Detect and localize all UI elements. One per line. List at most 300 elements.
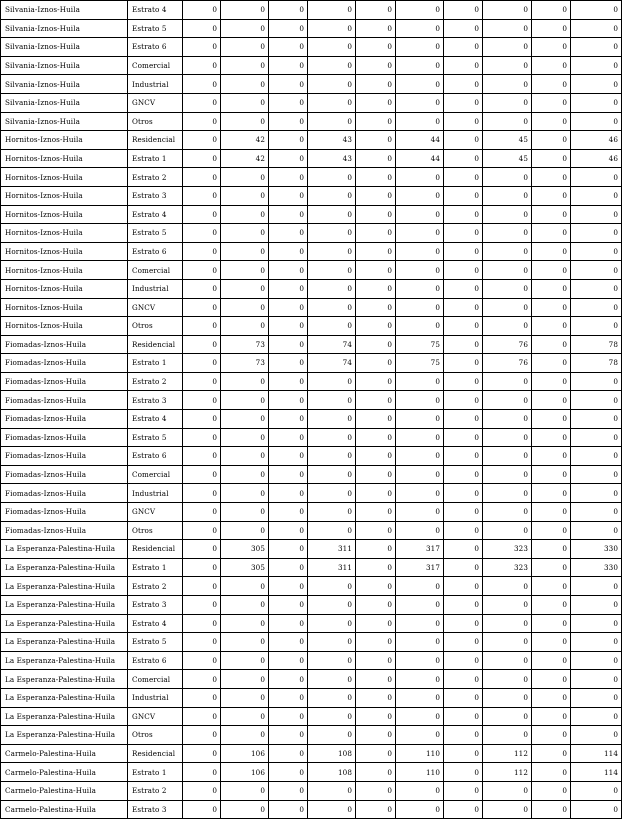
cell-v4: 0	[308, 205, 356, 224]
cell-v10: 0	[571, 372, 622, 391]
cell-v5: 0	[356, 131, 396, 150]
cell-v2: 0	[221, 317, 269, 336]
cell-v6: 0	[396, 205, 444, 224]
cell-v5: 0	[356, 763, 396, 782]
cell-v1: 0	[183, 391, 221, 410]
cell-v5: 0	[356, 168, 396, 187]
cell-v10: 0	[571, 317, 622, 336]
cell-v10: 0	[571, 298, 622, 317]
cell-location: Fiomadas-Iznos-Huila	[1, 503, 128, 522]
cell-v8: 76	[483, 335, 532, 354]
cell-v5: 0	[356, 112, 396, 131]
cell-location: La Esperanza-Palestina-Huila	[1, 614, 128, 633]
table-row	[1, 688, 622, 707]
cell-v4: 0	[308, 224, 356, 243]
cell-v10: 0	[571, 688, 622, 707]
cell-v8: 0	[483, 372, 532, 391]
cell-v10: 0	[571, 75, 622, 94]
cell-location: Fiomadas-Iznos-Huila	[1, 410, 128, 429]
cell-location: La Esperanza-Palestina-Huila	[1, 651, 128, 670]
cell-location: Silvania-Iznos-Huila	[1, 93, 128, 112]
cell-category: Estrato 2	[128, 577, 183, 596]
cell-v5: 0	[356, 261, 396, 280]
cell-v2: 73	[221, 354, 269, 373]
cell-v8: 0	[483, 93, 532, 112]
cell-v5: 0	[356, 75, 396, 94]
cell-v8: 0	[483, 186, 532, 205]
cell-v5: 0	[356, 707, 396, 726]
cell-v8: 45	[483, 149, 532, 168]
cell-v10: 330	[571, 558, 622, 577]
cell-v2: 0	[221, 428, 269, 447]
cell-v1: 0	[183, 224, 221, 243]
cell-v10: 0	[571, 56, 622, 75]
cell-v2: 0	[221, 726, 269, 745]
cell-v4: 0	[308, 707, 356, 726]
cell-v3: 0	[269, 93, 308, 112]
cell-v10: 0	[571, 707, 622, 726]
cell-v10: 0	[571, 521, 622, 540]
cell-location: Hornitos-Iznos-Huila	[1, 186, 128, 205]
table-row	[1, 354, 622, 373]
cell-v7: 0	[444, 56, 483, 75]
cell-location: Hornitos-Iznos-Huila	[1, 298, 128, 317]
cell-v1: 0	[183, 447, 221, 466]
table-row	[1, 1, 622, 20]
cell-category: Estrato 4	[128, 1, 183, 20]
cell-v3: 0	[269, 131, 308, 150]
cell-v2: 106	[221, 763, 269, 782]
cell-v6: 44	[396, 131, 444, 150]
cell-category: Estrato 4	[128, 410, 183, 429]
cell-v6: 0	[396, 577, 444, 596]
cell-v5: 0	[356, 242, 396, 261]
cell-v9: 0	[532, 614, 571, 633]
cell-v6: 0	[396, 633, 444, 652]
cell-v5: 0	[356, 1, 396, 20]
cell-v2: 0	[221, 781, 269, 800]
cell-v9: 0	[532, 781, 571, 800]
table-row	[1, 447, 622, 466]
cell-v2: 305	[221, 540, 269, 559]
cell-location: La Esperanza-Palestina-Huila	[1, 577, 128, 596]
table-row	[1, 484, 622, 503]
cell-v3: 0	[269, 614, 308, 633]
cell-v5: 0	[356, 298, 396, 317]
cell-v5: 0	[356, 205, 396, 224]
cell-v1: 0	[183, 707, 221, 726]
cell-category: Estrato 1	[128, 763, 183, 782]
cell-v4: 43	[308, 131, 356, 150]
cell-v7: 0	[444, 279, 483, 298]
cell-v7: 0	[444, 391, 483, 410]
cell-v1: 0	[183, 781, 221, 800]
cell-v8: 0	[483, 484, 532, 503]
cell-category: Industrial	[128, 484, 183, 503]
cell-v7: 0	[444, 465, 483, 484]
cell-location: Carmelo-Palestina-Huila	[1, 744, 128, 763]
cell-v6: 0	[396, 800, 444, 819]
cell-v1: 0	[183, 93, 221, 112]
cell-v8: 0	[483, 261, 532, 280]
cell-v6: 0	[396, 112, 444, 131]
table-row	[1, 56, 622, 75]
cell-v7: 0	[444, 484, 483, 503]
cell-v7: 0	[444, 372, 483, 391]
cell-v1: 0	[183, 168, 221, 187]
cell-v3: 0	[269, 354, 308, 373]
cell-v1: 0	[183, 744, 221, 763]
cell-v4: 108	[308, 744, 356, 763]
table-row	[1, 168, 622, 187]
cell-v7: 0	[444, 112, 483, 131]
cell-v9: 0	[532, 596, 571, 615]
cell-v10: 0	[571, 428, 622, 447]
cell-v9: 0	[532, 354, 571, 373]
cell-v10: 0	[571, 651, 622, 670]
cell-v7: 0	[444, 521, 483, 540]
cell-v10: 46	[571, 149, 622, 168]
cell-v1: 0	[183, 428, 221, 447]
table-row	[1, 391, 622, 410]
cell-v9: 0	[532, 149, 571, 168]
cell-v8: 0	[483, 38, 532, 57]
cell-v8: 0	[483, 633, 532, 652]
cell-v3: 0	[269, 391, 308, 410]
cell-v6: 0	[396, 372, 444, 391]
cell-v2: 0	[221, 242, 269, 261]
cell-v7: 0	[444, 596, 483, 615]
cell-v7: 0	[444, 707, 483, 726]
cell-v8: 112	[483, 763, 532, 782]
cell-v10: 330	[571, 540, 622, 559]
cell-v8: 0	[483, 242, 532, 261]
table-row	[1, 651, 622, 670]
cell-v3: 0	[269, 744, 308, 763]
cell-v9: 0	[532, 261, 571, 280]
cell-v1: 0	[183, 186, 221, 205]
cell-v1: 0	[183, 372, 221, 391]
cell-v9: 0	[532, 540, 571, 559]
cell-v8: 0	[483, 688, 532, 707]
cell-v5: 0	[356, 503, 396, 522]
cell-category: Estrato 3	[128, 800, 183, 819]
cell-v8: 0	[483, 279, 532, 298]
cell-v3: 0	[269, 19, 308, 38]
cell-location: Fiomadas-Iznos-Huila	[1, 335, 128, 354]
cell-v5: 0	[356, 670, 396, 689]
cell-v6: 0	[396, 465, 444, 484]
cell-v5: 0	[356, 410, 396, 429]
cell-v8: 0	[483, 1, 532, 20]
cell-v4: 311	[308, 558, 356, 577]
cell-category: Estrato 6	[128, 242, 183, 261]
cell-v3: 0	[269, 38, 308, 57]
cell-v5: 0	[356, 224, 396, 243]
cell-v1: 0	[183, 577, 221, 596]
cell-v6: 0	[396, 688, 444, 707]
cell-v6: 0	[396, 168, 444, 187]
cell-v1: 0	[183, 149, 221, 168]
cell-v7: 0	[444, 558, 483, 577]
cell-v9: 0	[532, 372, 571, 391]
cell-v8: 0	[483, 651, 532, 670]
cell-v3: 0	[269, 670, 308, 689]
cell-v4: 0	[308, 577, 356, 596]
cell-v6: 0	[396, 1, 444, 20]
cell-v9: 0	[532, 447, 571, 466]
cell-v8: 0	[483, 726, 532, 745]
cell-v5: 0	[356, 688, 396, 707]
cell-v8: 0	[483, 298, 532, 317]
cell-v4: 311	[308, 540, 356, 559]
cell-v4: 0	[308, 447, 356, 466]
cell-v2: 0	[221, 391, 269, 410]
cell-v1: 0	[183, 279, 221, 298]
cell-v10: 0	[571, 205, 622, 224]
table-row	[1, 503, 622, 522]
cell-v7: 0	[444, 726, 483, 745]
cell-category: Estrato 6	[128, 447, 183, 466]
table-row	[1, 261, 622, 280]
cell-v8: 0	[483, 317, 532, 336]
cell-v7: 0	[444, 298, 483, 317]
table-row	[1, 726, 622, 745]
cell-category: Estrato 4	[128, 205, 183, 224]
cell-v10: 0	[571, 186, 622, 205]
cell-v1: 0	[183, 651, 221, 670]
cell-v4: 0	[308, 75, 356, 94]
cell-category: Estrato 3	[128, 596, 183, 615]
cell-v4: 0	[308, 670, 356, 689]
cell-location: La Esperanza-Palestina-Huila	[1, 596, 128, 615]
table-row	[1, 577, 622, 596]
cell-v5: 0	[356, 279, 396, 298]
cell-v9: 0	[532, 56, 571, 75]
cell-v10: 0	[571, 781, 622, 800]
cell-v1: 0	[183, 261, 221, 280]
cell-v4: 0	[308, 38, 356, 57]
cell-v10: 0	[571, 577, 622, 596]
cell-v10: 0	[571, 112, 622, 131]
table-row	[1, 540, 622, 559]
cell-v6: 0	[396, 447, 444, 466]
cell-v10: 0	[571, 1, 622, 20]
cell-v3: 0	[269, 633, 308, 652]
cell-v7: 0	[444, 1, 483, 20]
cell-v6: 0	[396, 38, 444, 57]
cell-v3: 0	[269, 577, 308, 596]
table-row	[1, 372, 622, 391]
cell-v1: 0	[183, 726, 221, 745]
cell-v7: 0	[444, 410, 483, 429]
cell-v3: 0	[269, 149, 308, 168]
cell-location: Hornitos-Iznos-Huila	[1, 279, 128, 298]
cell-v5: 0	[356, 56, 396, 75]
cell-v4: 0	[308, 503, 356, 522]
cell-v6: 0	[396, 19, 444, 38]
cell-v2: 0	[221, 1, 269, 20]
cell-v10: 0	[571, 465, 622, 484]
table-row	[1, 19, 622, 38]
cell-v8: 45	[483, 131, 532, 150]
cell-v10: 0	[571, 670, 622, 689]
cell-v10: 0	[571, 503, 622, 522]
cell-v1: 0	[183, 38, 221, 57]
cell-v10: 114	[571, 744, 622, 763]
cell-v8: 0	[483, 577, 532, 596]
cell-v4: 0	[308, 651, 356, 670]
cell-v6: 0	[396, 317, 444, 336]
cell-v9: 0	[532, 577, 571, 596]
cell-location: Silvania-Iznos-Huila	[1, 75, 128, 94]
cell-v10: 0	[571, 447, 622, 466]
cell-v7: 0	[444, 149, 483, 168]
cell-v6: 0	[396, 279, 444, 298]
cell-v6: 110	[396, 763, 444, 782]
table-row	[1, 279, 622, 298]
table-row	[1, 707, 622, 726]
cell-v7: 0	[444, 317, 483, 336]
cell-v10: 0	[571, 484, 622, 503]
cell-v8: 0	[483, 56, 532, 75]
cell-v4: 0	[308, 56, 356, 75]
cell-v2: 0	[221, 577, 269, 596]
table-row	[1, 205, 622, 224]
cell-v2: 0	[221, 633, 269, 652]
cell-v2: 0	[221, 19, 269, 38]
cell-v10: 114	[571, 763, 622, 782]
cell-v7: 0	[444, 688, 483, 707]
cell-v9: 0	[532, 670, 571, 689]
cell-v4: 0	[308, 261, 356, 280]
cell-v2: 0	[221, 298, 269, 317]
cell-v9: 0	[532, 186, 571, 205]
cell-v6: 44	[396, 149, 444, 168]
cell-v6: 0	[396, 410, 444, 429]
cell-location: Silvania-Iznos-Huila	[1, 19, 128, 38]
cell-v4: 0	[308, 484, 356, 503]
cell-v4: 0	[308, 633, 356, 652]
table-row	[1, 112, 622, 131]
cell-v4: 0	[308, 726, 356, 745]
cell-v3: 0	[269, 75, 308, 94]
cell-category: Estrato 6	[128, 38, 183, 57]
cell-v6: 0	[396, 596, 444, 615]
cell-v2: 0	[221, 75, 269, 94]
cell-v2: 0	[221, 38, 269, 57]
cell-v4: 0	[308, 168, 356, 187]
cell-v1: 0	[183, 242, 221, 261]
cell-category: Estrato 3	[128, 391, 183, 410]
cell-v7: 0	[444, 428, 483, 447]
cell-v9: 0	[532, 224, 571, 243]
cell-v8: 0	[483, 224, 532, 243]
cell-v5: 0	[356, 744, 396, 763]
cell-v6: 0	[396, 93, 444, 112]
table-row	[1, 149, 622, 168]
cell-v9: 0	[532, 558, 571, 577]
table-row	[1, 317, 622, 336]
cell-v1: 0	[183, 465, 221, 484]
cell-v5: 0	[356, 614, 396, 633]
cell-v6: 0	[396, 224, 444, 243]
cell-v9: 0	[532, 38, 571, 57]
table-row	[1, 744, 622, 763]
cell-v9: 0	[532, 168, 571, 187]
cell-v10: 0	[571, 614, 622, 633]
cell-category: Estrato 1	[128, 149, 183, 168]
table-row	[1, 75, 622, 94]
cell-location: Hornitos-Iznos-Huila	[1, 205, 128, 224]
cell-v8: 323	[483, 540, 532, 559]
table-row	[1, 781, 622, 800]
cell-category: Residencial	[128, 335, 183, 354]
cell-v6: 0	[396, 75, 444, 94]
cell-v3: 0	[269, 242, 308, 261]
cell-v3: 0	[269, 688, 308, 707]
cell-category: Estrato 5	[128, 633, 183, 652]
table-row	[1, 521, 622, 540]
cell-v1: 0	[183, 112, 221, 131]
cell-v8: 0	[483, 596, 532, 615]
cell-v8: 0	[483, 447, 532, 466]
cell-v6: 0	[396, 242, 444, 261]
cell-v2: 0	[221, 93, 269, 112]
cell-v3: 0	[269, 298, 308, 317]
cell-v2: 0	[221, 707, 269, 726]
cell-v3: 0	[269, 168, 308, 187]
cell-category: Residencial	[128, 744, 183, 763]
cell-v3: 0	[269, 372, 308, 391]
cell-v9: 0	[532, 726, 571, 745]
cell-v2: 0	[221, 614, 269, 633]
cell-location: Silvania-Iznos-Huila	[1, 38, 128, 57]
cell-v6: 75	[396, 335, 444, 354]
cell-v8: 0	[483, 168, 532, 187]
cell-v9: 0	[532, 428, 571, 447]
cell-v3: 0	[269, 410, 308, 429]
cell-category: Estrato 3	[128, 186, 183, 205]
cell-v10: 0	[571, 38, 622, 57]
cell-category: Estrato 1	[128, 354, 183, 373]
cell-v5: 0	[356, 428, 396, 447]
cell-v10: 0	[571, 168, 622, 187]
cell-location: Hornitos-Iznos-Huila	[1, 149, 128, 168]
cell-v6: 0	[396, 186, 444, 205]
cell-v2: 0	[221, 596, 269, 615]
cell-v8: 0	[483, 670, 532, 689]
cell-category: Estrato 1	[128, 558, 183, 577]
cell-v4: 0	[308, 93, 356, 112]
cell-v7: 0	[444, 633, 483, 652]
cell-v6: 0	[396, 651, 444, 670]
table-body	[1, 1, 622, 819]
cell-v7: 0	[444, 75, 483, 94]
cell-v7: 0	[444, 577, 483, 596]
cell-location: Hornitos-Iznos-Huila	[1, 317, 128, 336]
cell-v3: 0	[269, 707, 308, 726]
cell-v2: 0	[221, 224, 269, 243]
cell-v1: 0	[183, 1, 221, 20]
cell-v10: 0	[571, 633, 622, 652]
cell-v1: 0	[183, 503, 221, 522]
cell-v7: 0	[444, 670, 483, 689]
cell-v8: 0	[483, 428, 532, 447]
cell-location: Hornitos-Iznos-Huila	[1, 131, 128, 150]
cell-category: Industrial	[128, 688, 183, 707]
table-row	[1, 596, 622, 615]
